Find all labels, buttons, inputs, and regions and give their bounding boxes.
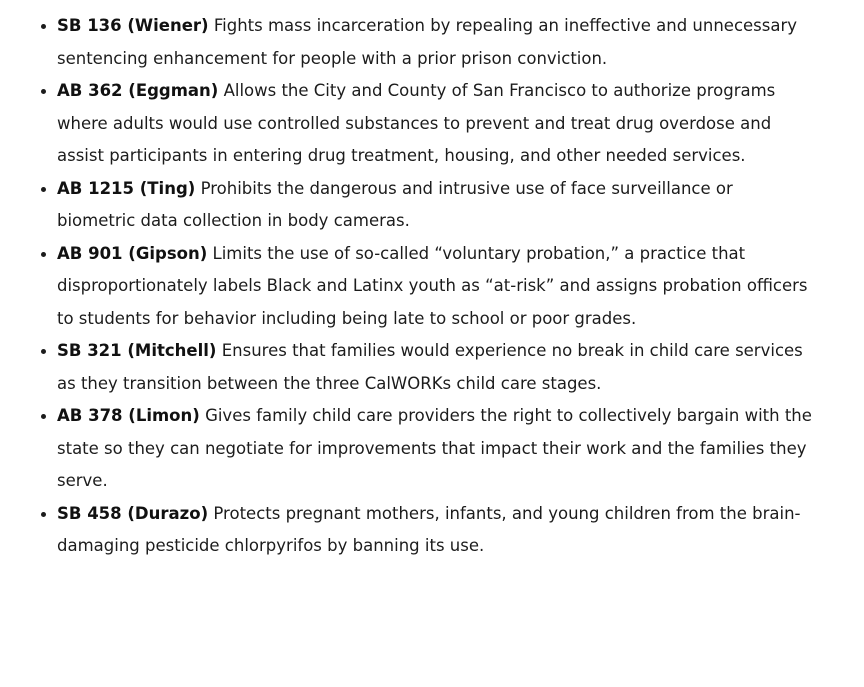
bill-description: Gives family child care providers the right to collectively bargain with the state so they can negotiate for improvements that impact their work and the families they serve. [57, 406, 812, 490]
bill-label: AB 378 (Limon) [57, 406, 200, 425]
bill-description: Allows the City and County of San Francisco to authorize programs where adults would use controlled substances to prevent and treat drug overdose and assist participants in entering drug treatment, housing, and other needed services. [57, 81, 776, 165]
list-item [57, 10, 814, 75]
list-item [57, 173, 814, 238]
bill-description: Fights mass incarceration by repealing an ineffective and unnecessary sentencing enhancement for people with a prior prison conviction. [57, 16, 798, 68]
bill-label: AB 901 (Gipson) [57, 243, 208, 263]
list-item [57, 335, 814, 400]
bill-description: Ensures that families would experience no break in child care services as they transition between the three CalWORKs child care stages. [57, 341, 803, 393]
bill-label: SB 321 (Mitchell) [57, 341, 217, 360]
bill-description: Limits the use of so-called “voluntary probation,” a practice that disproportionately labels Black and Latinx youth as “at-risk” and assigns probation officers to students for behavior including being late to school or poor grades. [57, 243, 808, 328]
list-item [57, 75, 814, 173]
bill-label: AB 362 (Eggman) [57, 81, 219, 100]
list-item [57, 238, 814, 336]
bill-description: Prohibits the dangerous and intrusive use of face surveillance or biometric data collection in body cameras. [57, 178, 733, 230]
bill-label: AB 1215 (Ting) [57, 178, 196, 198]
list-item [57, 498, 814, 563]
bill-label: SB 458 (Durazo) [57, 503, 209, 523]
bill-label: SB 136 (Wiener) [57, 16, 209, 35]
list-item [57, 400, 814, 498]
bill-description: Protects pregnant mothers, infants, and young children from the brain-damaging pesticide chlorpyrifos by banning its use. [57, 503, 801, 555]
